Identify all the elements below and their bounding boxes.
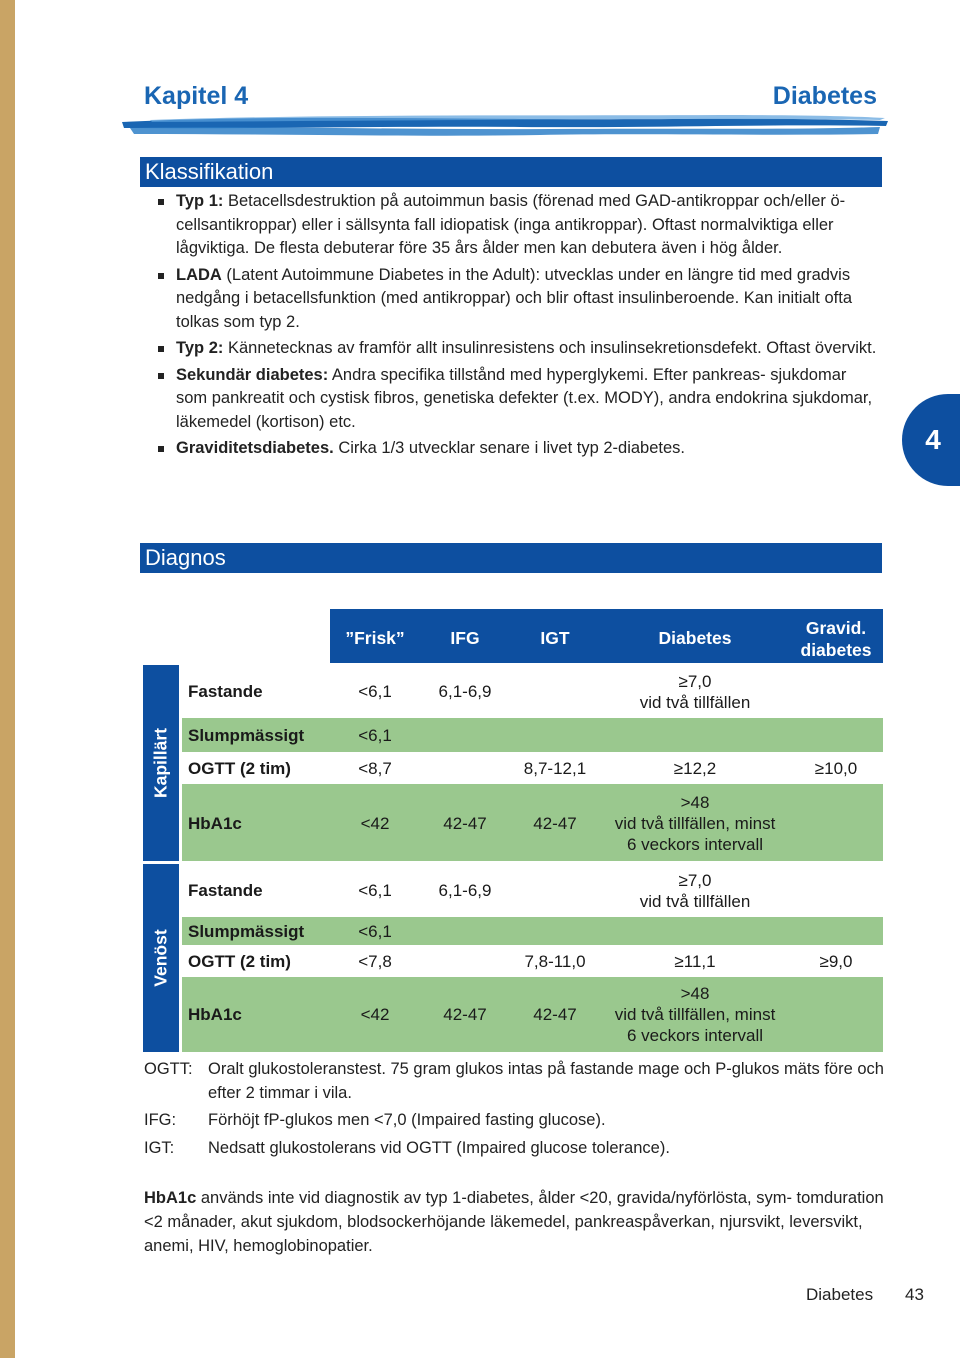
cell-frisk: <8,7 xyxy=(358,759,392,778)
definitions xyxy=(144,1058,884,1164)
definition-text: Förhöjt fP-glukos men <7,0 (Impaired fasting glucose). xyxy=(208,1111,606,1129)
diagnosis-table xyxy=(143,609,883,1052)
definition-term: IGT: xyxy=(144,1138,175,1157)
cell-frisk: <42 xyxy=(360,814,390,833)
cell-frisk: <6,1 xyxy=(358,881,392,900)
column-header-diabetes: Diabetes xyxy=(658,628,732,648)
column-header-igt: IGT xyxy=(540,628,570,648)
definition-text: Oralt glukostoleranstest. 75 gram glukos intas på fastande mage och P-glukos mäts före och efter 2 timmar i vila. xyxy=(208,1060,884,1102)
row-label: Slumpmässigt xyxy=(188,726,305,745)
cell-gravid: ≥10,0 xyxy=(814,759,858,778)
footer-title: Diabetes xyxy=(806,1285,874,1304)
cell-igt: 8,7-12,1 xyxy=(523,759,587,778)
table-row xyxy=(182,864,883,918)
cell-frisk: <6,1 xyxy=(358,682,392,701)
page-number: 43 xyxy=(905,1285,924,1304)
cell-diabetes: ≥11,1 xyxy=(674,952,716,971)
note-text: används inte vid diagnostik av typ 1-diabetes, ålder <20, gravida/nyförlösta, sym- tomduration <2 månader, akut sjukdom, blodsockerhöjande läkemedel, pankreaspåverkan, njursvikt, leversvikt, anemi, HIV, hemoglobinopatier. xyxy=(144,1189,884,1255)
cell-igt: 42-47 xyxy=(533,1005,577,1024)
row-label: HbA1c xyxy=(188,1005,242,1024)
column-header-ifg: IFG xyxy=(450,628,480,648)
chapter-tab: 4 xyxy=(902,394,960,486)
row-label: Slumpmässigt xyxy=(188,922,305,941)
definition-item xyxy=(144,1109,884,1133)
row-label: OGTT (2 tim) xyxy=(188,952,291,971)
cell-diabetes xyxy=(600,870,790,912)
cell-line: vid två tillfällen, minst xyxy=(614,814,776,833)
brush-stroke-divider xyxy=(120,112,890,142)
table-row xyxy=(182,946,883,978)
table-row xyxy=(182,719,883,752)
definition-item xyxy=(144,1058,884,1105)
table-row xyxy=(182,978,883,1052)
table-row xyxy=(182,918,883,945)
column-header-gravid: Gravid. diabetes xyxy=(800,618,872,660)
hba1c-note xyxy=(144,1186,884,1258)
cell-line: >48 xyxy=(680,793,710,812)
cell-frisk: <42 xyxy=(360,1005,390,1024)
cell-line: ≥7,0 xyxy=(678,672,712,691)
cell-igt: 42-47 xyxy=(533,814,577,833)
cell-ifg: 42-47 xyxy=(443,814,487,833)
cell-ifg: 42-47 xyxy=(443,1005,487,1024)
classification-list xyxy=(158,190,878,464)
definition-term: OGTT: xyxy=(144,1060,193,1078)
definition-item xyxy=(144,1137,884,1161)
chapter-label: Kapitel 4 xyxy=(144,82,249,110)
cell-ifg: 6,1-6,9 xyxy=(438,682,492,701)
cell-gravid: ≥9,0 xyxy=(819,952,853,971)
group-label-venost: Venöst xyxy=(143,864,179,1052)
cell-igt: 7,8-11,0 xyxy=(524,952,586,971)
list-item: Typ 2: Kännetecknas av framför allt insulinresistens och insulinsekretionsdefekt. Oftast övervikt. xyxy=(158,337,878,361)
row-label: Fastande xyxy=(188,682,263,701)
note-label: HbA1c xyxy=(144,1189,197,1207)
cell-line: >48 xyxy=(680,984,710,1003)
column-header-frisk: ”Frisk” xyxy=(345,628,405,648)
chapter-title: Diabetes xyxy=(772,82,877,110)
cell-line: ≥7,0 xyxy=(678,871,712,890)
table-row xyxy=(182,785,883,861)
cell-frisk: <7,8 xyxy=(358,952,392,971)
row-label: Fastande xyxy=(188,881,263,900)
section-heading-classification: Klassifikation xyxy=(140,157,882,187)
cell-diabetes xyxy=(600,983,790,1046)
section-heading-diagnosis: Diagnos xyxy=(140,543,882,573)
list-item: LADA (Latent Autoimmune Diabetes in the Adult): utvecklas under en längre tid med gradvis nedgång i betacellsfunktion (med antikroppar) och blir oftast insulinberoende. Kan initialt ofta tolkas som typ 2. xyxy=(158,264,878,335)
cell-diabetes xyxy=(600,671,790,713)
cell-line: vid två tillfällen xyxy=(639,693,751,712)
table-row xyxy=(182,665,883,719)
cell-frisk: <6,1 xyxy=(358,922,392,941)
cell-line: vid två tillfällen, minst xyxy=(614,1005,776,1024)
cell-line: vid två tillfällen xyxy=(639,892,751,911)
row-label: HbA1c xyxy=(188,814,242,833)
cell-ifg: 6,1-6,9 xyxy=(438,881,492,900)
table-row xyxy=(182,753,883,785)
cell-diabetes: ≥12,2 xyxy=(673,759,717,778)
list-item: Typ 1: Betacellsdestruktion på autoimmun basis (förenad med GAD-antikroppar och/eller ö-cellsantikroppar) eller i sällsynta fall idiopatisk (inga antikroppar). Oftast normalviktiga eller lågviktiga. De flesta debuterar före 35 års ålder men kan debutera även i hög ålder. xyxy=(158,190,878,261)
list-item: Graviditetsdiabetes. Cirka 1/3 utvecklar senare i livet typ 2-diabetes. xyxy=(158,437,878,461)
list-item: Sekundär diabetes: Andra specifika tillstånd med hyperglykemi. Efter pankreas- sjukdomar som pankreatit och cystisk fibros, genetiska defekter (t.ex. MODY), andra endokrina sjukdomar, läkemedel (kortison) etc. xyxy=(158,364,878,435)
cell-diabetes xyxy=(600,792,790,855)
group-label-kapillart: Kapillärt xyxy=(143,665,179,861)
definition-text: Nedsatt glukostolerans vid OGTT (Impaired glucose tolerance). xyxy=(208,1138,670,1157)
cell-frisk: <6,1 xyxy=(358,726,392,745)
cell-line: 6 veckors intervall xyxy=(626,1026,764,1045)
definition-term: IFG: xyxy=(144,1111,177,1129)
table-header-row xyxy=(330,609,883,663)
cell-line: 6 veckors intervall xyxy=(626,835,764,854)
page-edge-strip xyxy=(0,0,15,1358)
row-label: OGTT (2 tim) xyxy=(188,759,291,778)
